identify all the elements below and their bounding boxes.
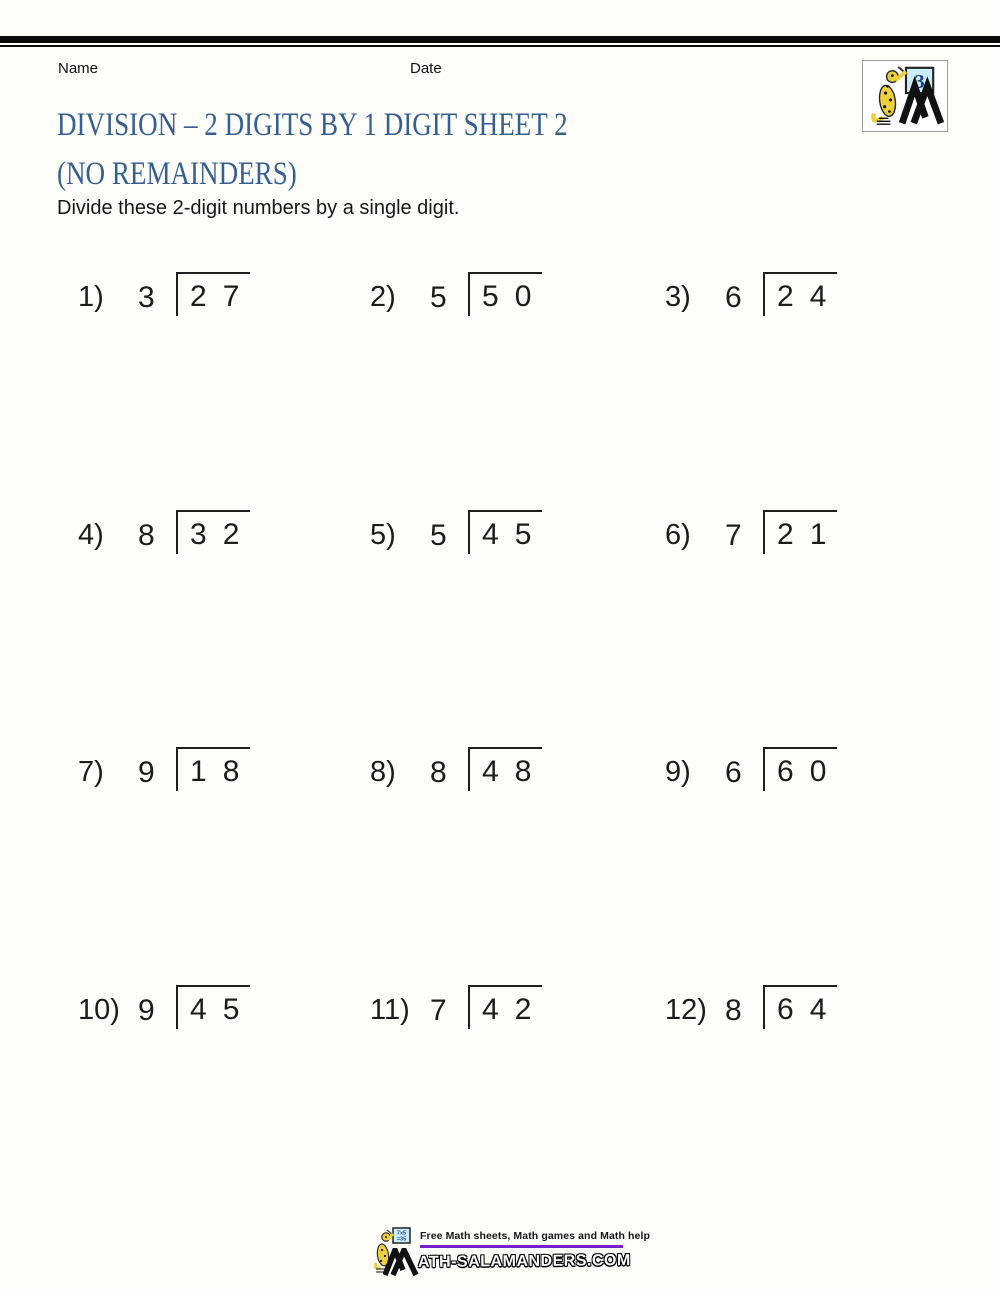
problem-number: 10) (78, 993, 120, 1026)
division-problem-1 (78, 272, 370, 510)
dividend-digit: 5 (222, 992, 240, 1026)
dividend-digit: 1 (190, 755, 207, 788)
division-bracket (468, 510, 542, 554)
division-problem-11 (370, 985, 665, 1223)
grade-badge-logo (862, 60, 948, 132)
problem-number: 12) (665, 993, 707, 1026)
division-bracket (763, 510, 837, 554)
dividend-digit: 4 (482, 517, 499, 551)
division-problem-8 (370, 747, 665, 985)
division-bracket (176, 747, 250, 791)
worksheet-subtitle: (NO REMAINDERS) (57, 156, 297, 192)
dividend-digit: 5 (482, 280, 499, 313)
footer-site-name: ATH-SALAMANDERS.COM (417, 1252, 631, 1271)
divisor: 5 (430, 281, 447, 314)
problem-number: 7) (78, 756, 104, 788)
grade-number: 3 (914, 71, 925, 94)
footer-purple-rule (420, 1245, 623, 1248)
top-rule-thick (0, 36, 1000, 43)
dividend-digit: 0 (514, 280, 532, 313)
division-problem-9 (665, 747, 925, 985)
problem-number: 9) (665, 756, 691, 788)
dividend-digit: 2 (514, 992, 532, 1026)
division-problem-4 (78, 510, 370, 748)
name-field-label: Name (58, 60, 99, 77)
division-bracket (468, 985, 542, 1029)
divisor: 6 (725, 756, 742, 789)
division-bracket (176, 985, 250, 1029)
dividend-digit: 3 (190, 517, 207, 551)
divisor: 8 (138, 518, 155, 552)
footer-brand (372, 1226, 650, 1280)
divisor: 8 (430, 756, 447, 789)
division-bracket (468, 747, 542, 791)
problem-number: 6) (665, 518, 691, 551)
divisor: 5 (430, 518, 447, 552)
problem-number: 8) (370, 756, 396, 788)
date-field-label: Date (410, 60, 442, 77)
division-bracket (763, 747, 837, 791)
problems-grid (78, 272, 925, 1222)
dividend-digit: 2 (777, 517, 794, 551)
divisor: 7 (725, 518, 742, 552)
division-problem-2 (370, 272, 665, 510)
problem-number: 4) (78, 518, 104, 551)
salamander-grade-icon (863, 61, 947, 131)
division-bracket (763, 272, 837, 316)
division-problem-7 (78, 747, 370, 985)
division-problem-5 (370, 510, 665, 748)
dividend-digit: 4 (482, 992, 499, 1026)
worksheet-title: DIVISION – 2 DIGITS BY 1 DIGIT SHEET 2 (57, 107, 568, 143)
dividend-digit: 1 (809, 517, 827, 551)
division-bracket (763, 985, 837, 1029)
divisor: 8 (725, 993, 742, 1027)
dividend-digit: 6 (777, 992, 794, 1026)
dividend-digit: 7 (222, 280, 240, 313)
division-problem-3 (665, 272, 925, 510)
dividend-digit: 2 (777, 280, 794, 313)
division-bracket (176, 510, 250, 554)
dividend-digit: 4 (809, 992, 827, 1026)
divisor: 9 (138, 756, 155, 789)
dividend-digit: 4 (809, 280, 827, 313)
dividend-digit: 5 (514, 517, 532, 551)
division-problem-6 (665, 510, 925, 748)
dividend-digit: 6 (777, 755, 794, 788)
problem-number: 3) (665, 281, 691, 313)
instruction-text: Divide these 2-digit numbers by a single digit. (57, 197, 460, 219)
division-problem-10 (78, 985, 370, 1223)
dividend-digit: 8 (222, 755, 240, 788)
dividend-digit: 2 (190, 280, 207, 313)
problem-number: 11) (370, 993, 410, 1026)
footer-tagline: Free Math sheets, Math games and Math help (420, 1230, 650, 1242)
division-bracket (176, 272, 250, 316)
dividend-digit: 8 (514, 755, 532, 788)
divisor: 9 (138, 993, 155, 1027)
problem-number: 2) (370, 281, 396, 313)
dividend-digit: 4 (190, 992, 207, 1026)
footer-sign-line1: 7x5 (396, 1230, 407, 1237)
division-problem-12 (665, 985, 925, 1223)
footer-m-mark-icon (383, 1248, 421, 1276)
division-bracket (468, 272, 542, 316)
divisor: 7 (430, 993, 447, 1027)
dividend-digit: 2 (222, 517, 240, 551)
dividend-digit: 4 (482, 755, 499, 788)
top-rule-thin (0, 45, 1000, 47)
footer-sign-line2: =35 (396, 1236, 407, 1243)
dividend-digit: 0 (809, 755, 827, 788)
problem-number: 1) (78, 281, 104, 313)
divisor: 6 (725, 281, 742, 314)
problem-number: 5) (370, 518, 396, 551)
divisor: 3 (138, 281, 155, 314)
